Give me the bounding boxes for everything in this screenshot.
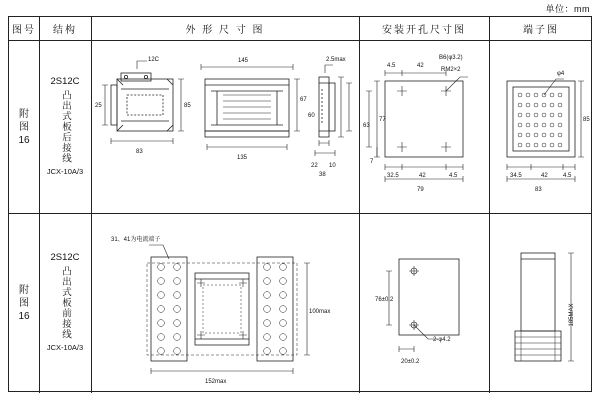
dim-phi4: φ4 — [557, 71, 565, 77]
row-1-struct-code: 2S12C — [50, 75, 80, 87]
table-header-row — [9, 17, 591, 41]
dim-67: 67 — [300, 97, 307, 103]
row-1-outline-drawing — [93, 43, 357, 211]
header-cell-struct: 结构 — [53, 25, 77, 36]
dim-185max: 185MAX — [569, 303, 575, 327]
row-1-mounting-drawing — [363, 47, 487, 207]
dim-76: 76±0.2 — [375, 297, 394, 303]
dim-100max: 100max — [309, 309, 331, 315]
row-1-code-line1: 附 — [19, 108, 29, 120]
row-2-code — [9, 214, 39, 392]
row-2-struct-sub: JCX-10A/3 — [46, 343, 84, 353]
dim-85: 85 — [184, 103, 191, 109]
row-2-code-line2: 图 — [19, 297, 29, 309]
col-divider-2 — [91, 17, 92, 393]
row-1-structure — [39, 41, 91, 213]
dim-4-5-bottom: 4.5 — [449, 173, 458, 179]
note-31-41: 31、41为电流端子 — [111, 237, 161, 243]
row-divider — [9, 213, 591, 214]
dim-42-top: 42 — [417, 63, 424, 69]
dim-10: 10 — [329, 163, 336, 169]
row-1-struct-sub: JCX-10A/3 — [46, 167, 84, 177]
dim-12c: 12C — [148, 57, 160, 63]
dim-135: 135 — [237, 155, 248, 161]
header-cell-mounting: 安装开孔尺寸图 — [382, 25, 466, 36]
dim-63: 63 — [363, 123, 370, 129]
row-2-code-line1: 附 — [19, 284, 29, 296]
dim-25max: 2.5max — [326, 57, 346, 63]
col-divider-4 — [489, 17, 490, 393]
drawing-sheet — [8, 16, 592, 392]
dim-42-bottom: 42 — [419, 173, 426, 179]
dim-85-terminal: 85 — [583, 117, 590, 123]
row-2-outline-drawing — [109, 227, 343, 385]
row-2-structure — [39, 214, 91, 392]
dim-rm2: RM2×2 — [441, 67, 461, 73]
dim-22: 22 — [311, 163, 318, 169]
dim-32-5: 32.5 — [387, 173, 399, 179]
dim-77: 77 — [379, 117, 386, 123]
dim-38: 38 — [319, 172, 326, 178]
header-cell-outline: 外 形 尺 寸 图 — [185, 25, 265, 36]
dim-4-5-terminal: 4.5 — [563, 173, 572, 179]
dim-20: 20±0.2 — [401, 359, 420, 365]
row-1-struct-text: 凸出式板后接线 — [60, 89, 71, 164]
header-cell-terminal: 端子图 — [523, 25, 559, 36]
row-2-struct-code: 2S12C — [50, 251, 80, 263]
dim-152max: 152max — [205, 379, 227, 385]
dim-83-terminal: 83 — [535, 187, 542, 193]
dim-7: 7 — [370, 159, 374, 165]
dim-25: 25 — [95, 103, 102, 109]
dim-79: 79 — [417, 187, 424, 193]
dim-b6: B6(φ3.2) — [439, 55, 463, 61]
row-1-terminal-drawing — [493, 47, 591, 207]
dim-145: 145 — [238, 58, 249, 64]
dim-42-terminal: 42 — [541, 173, 548, 179]
dim-34-5: 34.5 — [510, 173, 522, 179]
row-2-mounting-drawing — [375, 245, 481, 377]
row-2-terminal-drawing — [501, 239, 587, 383]
row-2-code-line3: 16 — [18, 310, 30, 322]
col-divider-3 — [359, 17, 360, 393]
row-1-code-line2: 图 — [19, 121, 29, 133]
dim-2-phi4-2: 2-φ4.2 — [433, 337, 451, 343]
unit-note: 单位：mm — [545, 4, 590, 14]
row-1-code — [9, 41, 39, 213]
dim-83: 83 — [136, 149, 143, 155]
dim-60: 60 — [308, 113, 315, 119]
header-cell-code: 图号 — [12, 25, 36, 36]
row-1-code-line3: 16 — [18, 134, 30, 146]
row-2-struct-text: 凸出式板前接线 — [60, 265, 71, 340]
dim-4-5-top: 4.5 — [387, 63, 396, 69]
